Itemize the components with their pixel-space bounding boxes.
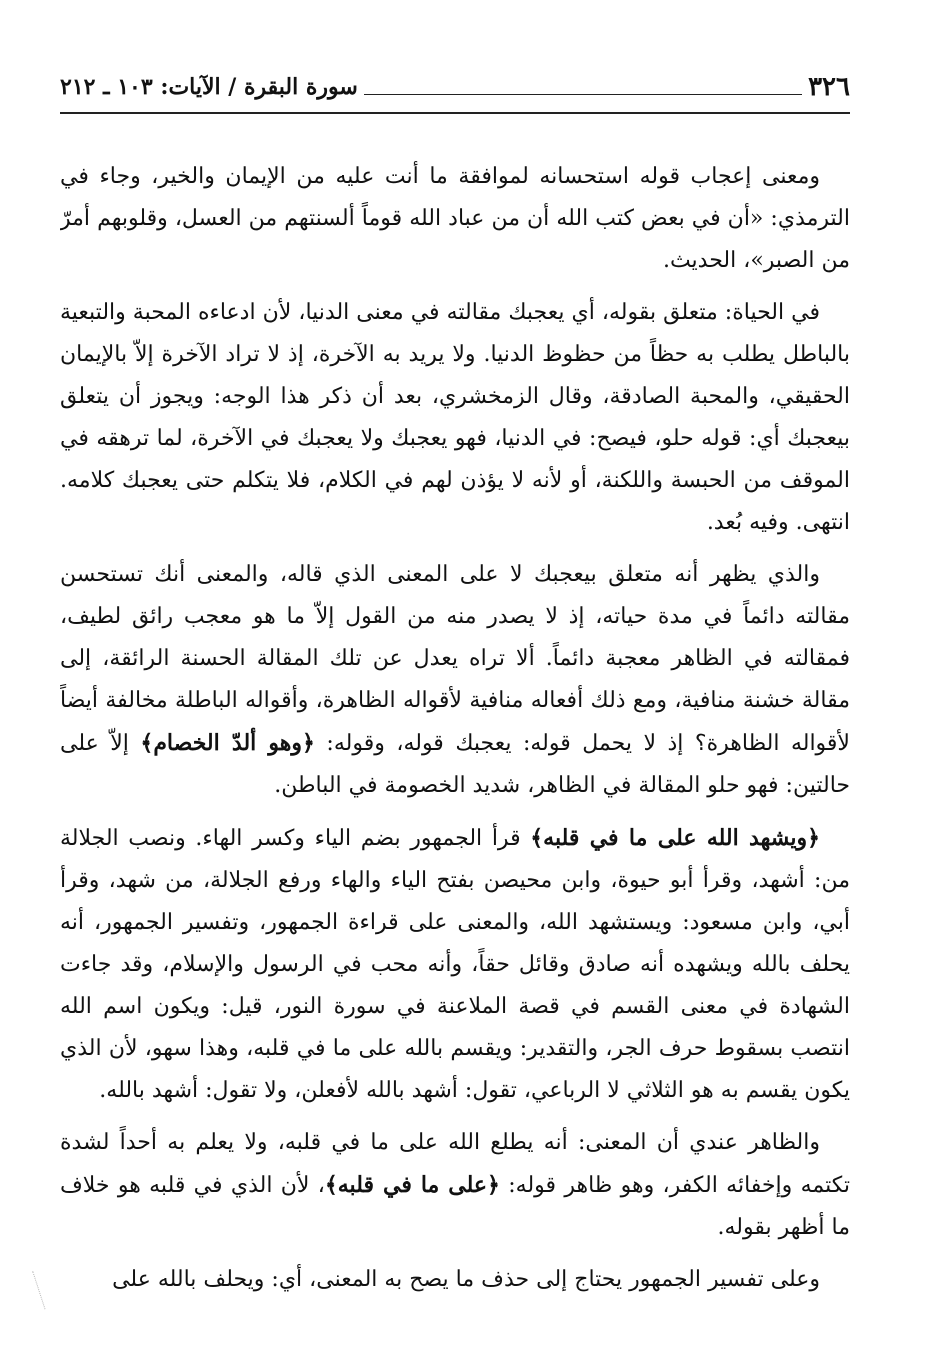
paragraph-2-text: في الحياة: متعلق بقوله، أي يعجبك مقالته في معنى الدنيا، لأن ادعاءه المحبة والتبعية بالباطل يطلب به حظاً من حظوظ الدنيا. ولا يريد به الآخرة، إذ لا تراد الآخرة إلاّ بالإيمان الحقيقي، والمحبة الصادقة، وقال الزمخشري، بعد أن ذكر هذا الوجه: ويجوز أن يتعلق بيعجبك أي: قوله حلو، فيصح: في الدنيا، فهو يعجبك ولا يعجبك في الآخرة، لما ترهقه في الموقف من الحبسة واللكنة، أو لأنه لا يؤذن لهم في الكلام، فلا يتكلم حتى يعجبك كلامه. انتهى. وفيه بُعد. (60, 300, 850, 535)
document-page (60, 62, 850, 1302)
paragraph-5-text-after: ، لأن الذي في قلبه هو خلاف ما أظهر بقوله. (60, 1173, 850, 1240)
page-header (60, 62, 850, 114)
paragraph-3 (60, 554, 850, 807)
running-title: سورة البقرة / الآيات: ١٠٣ ـ ٢١٢ (60, 74, 364, 100)
paragraph-1-text: ومعنى إعجاب قوله استحسانه لموافقة ما أنت عليه من الإيمان والخير، وجاء في الترمذي: «أن في بعض كتب الله أن من عباد الله قوماً ألسنتهم من العسل، وقلوبهم أمرّ من الصبر»، الحديث. (60, 164, 850, 273)
quran-quote: ﴿على ما في قلبه﴾ (324, 1172, 500, 1198)
paragraph-6 (60, 1259, 850, 1301)
quran-quote: ﴿ويشهد الله على ما في قلبه﴾ (530, 825, 820, 851)
paragraph-1 (60, 156, 850, 282)
paragraph-4-text: قرأ الجمهور بضم الياء وكسر الهاء. ونصب الجلالة من: أشهد، وقرأ أبو حيوة، وابن محيصن بفتح الياء والهاء ورفع الجلالة، من شهد، وقرأ أبي، وابن مسعود: ويستشهد الله، والمعنى على قراءة الجمهور، وتفسير الجمهور، أنه يحلف بالله ويشهده أنه صادق وقائل حقاً، وأنه محب في الرسول والإسلام، وقد جاءت الشهادة في معنى القسم في قصة الملاعنة في سورة النور، قيل: ويكون اسم الله انتصب بسقوط حرف الجر، والتقدير: ويقسم بالله على ما في قلبه، وهذا سهو، لأن الذي يكون يقسم به هو الثلاثي لا الرباعي، تقول: أشهد بالله لأفعلن، ولا تقول: أشهد بالله. (60, 826, 850, 1103)
body-text (60, 156, 850, 1301)
paragraph-3-text-before: والذي يظهر أنه متعلق بيعجبك لا على المعنى الذي قاله، والمعنى أنك تستحسن مقالته دائماً في مدة حياته، إذ لا يصدر منه من القول إلاّ ما هو معجب رائق لطيف، فمقالته في الظاهر معجبة دائماً. ألا تراه يعدل عن تلك المقالة الحسنة الرائقة، إلى مقالة خشنة منافية، ومع ذلك أفعاله منافية لأقواله الظاهرة، وأقواله الباطلة مخالفة أيضاً لأقواله الظاهرة؟ إذ لا يحمل قوله: يعجبك قوله، وقوله: (60, 562, 850, 756)
scan-margin-mark (32, 1267, 59, 1310)
paragraph-5-text-before: والظاهر عندي أن المعنى: أنه يطلع الله على ما في قلبه، ولا يعلم به أحداً لشدة تكتمه وإخفائه الكفر، وهو ظاهر قوله: (60, 1130, 850, 1198)
paragraph-3-text-after: إلاّ على حالتين: فهو حلو المقالة في الظاهر، شديد الخصومة في الباطن. (60, 731, 850, 798)
paragraph-4 (60, 817, 850, 1112)
paragraph-5 (60, 1122, 850, 1249)
paragraph-6-text: وعلى تفسير الجمهور يحتاج إلى حذف ما يصح به المعنى، أي: ويحلف بالله على (112, 1267, 820, 1292)
paragraph-2 (60, 292, 850, 544)
page-number: ٣٢٦ (802, 72, 850, 102)
quran-quote: ﴿وهو ألدّ الخصام﴾ (140, 730, 315, 756)
